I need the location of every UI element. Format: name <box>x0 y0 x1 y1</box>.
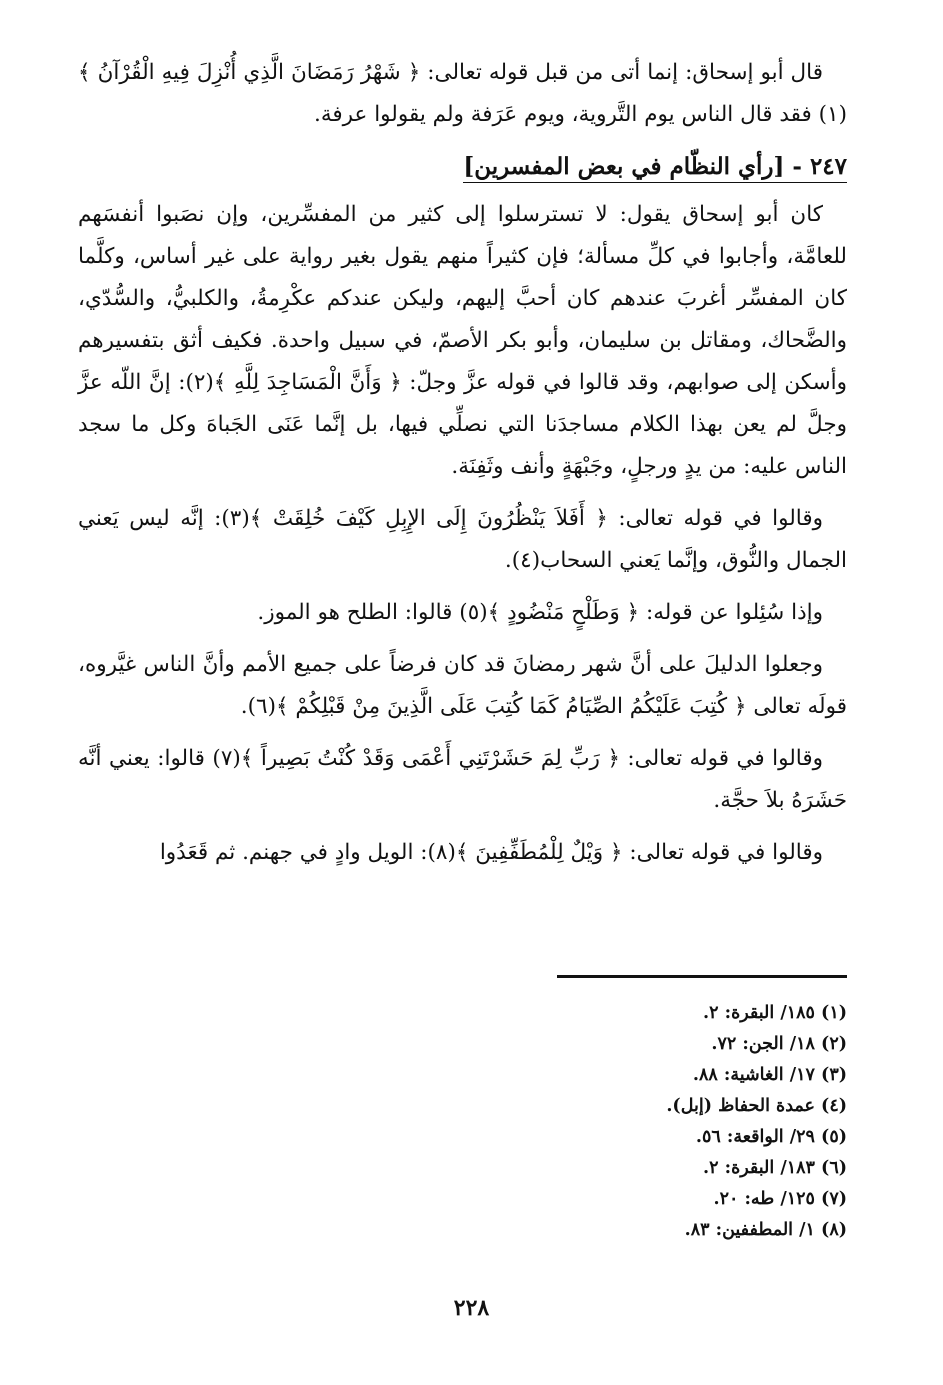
footnote-1: (١) ١٨٥/ البقرة: ٢. <box>703 1003 847 1023</box>
paragraph-2: كان أبو إسحاق يقول: لا تسترسلوا إلى كثير من المفسِّرين، وإن نصَبوا أنفسَهم للعامَّة، وأجابوا في كلِّ مسألة؛ فإن كثيراً منهم يقول بغير رواية على غير أساس، وكلَّما كان المفسِّر أغربَ عندهم كان أحبَّ إليهم، وليكن عندكم عكْرِمةُ، والكلبيُّ، والسُّدّي، والضَّحاك، ومقاتل بن سليمان، وأبو بكر الأصمّ، في سبيل واحدة. فكيف أثق بتفسيرهم وأسكن إلى صوابهم، وقد قالوا في قوله عزَّ وجلّ: ﴿ وَأَنَّ الْمَسَاجِدَ لِلَّهِ ﴾(٢): إنَّ اللّه عزَّ وجلَّ لم يعن بهذا الكلام مساجدَنا التي نصلِّي فيها، بل إنَّما عَنَى الجَباهَ وكل ما سجد الناس عليه: من يدٍ ورجلٍ، وجَبْهَةٍ وأنف وثَفِنَة. <box>78 202 847 479</box>
footnote-4: (٤) عمدة الحفاظ (إبل). <box>666 1096 847 1116</box>
footnote-6: (٦) ١٨٣/ البقرة: ٢. <box>703 1158 847 1178</box>
paragraph-5: وجعلوا الدليلَ على أنَّ شهر رمضانَ قد كان فرضاً على جميع الأمم وأنَّ الناس غيَّروه، قولَه تعالى ﴿ كُتِبَ عَلَيْكُمُ الصِّيَامُ كَمَا كُتِبَ عَلَى الَّذِينَ مِنْ قَبْلِكُمْ ﴾(٦). <box>78 652 847 719</box>
footnote-3: (٣) ١٧/ الغاشية: ٨٨. <box>692 1065 847 1085</box>
footnote-7: (٧) ١٢٥/ طه: ٢٠. <box>713 1189 847 1209</box>
footnote-5: (٥) ٢٩/ الواقعة: ٥٦. <box>695 1127 847 1147</box>
section-heading <box>78 146 847 188</box>
paragraph-4: وإذا سُئِلوا عن قوله: ﴿ وَطَلْحٍ مَنْضُودٍ ﴾(٥) قالوا: الطلح هو الموز. <box>257 600 823 625</box>
page-number: ٢٢٨ <box>453 1295 490 1321</box>
section-heading-text: ٢٤٧ - [رأي النظّام في بعض المفسرين] <box>463 153 847 183</box>
paragraph-7: وقالوا في قوله تعالى: ﴿ وَيْلٌ لِلْمُطَفِّفِينَ ﴾(٨): الويل وادٍ في جهنم. ثم قَعَدُوا <box>159 840 823 865</box>
footnotes-list <box>427 998 847 1246</box>
footnote-8: (٨) ١/ المطففين: ٨٣. <box>684 1220 847 1240</box>
page-body <box>78 52 847 884</box>
paragraph-6: وقالوا في قوله تعالى: ﴿ رَبِّ لِمَ حَشَرْتَنِي أَعْمَى وَقَدْ كُنْتُ بَصِيراً ﴾(٧) قالوا: يعني أنَّه حَشَرَهُ بلاَ حجَّة. <box>78 746 847 813</box>
paragraph-3: وقالوا في قوله تعالى: ﴿ أَفَلاَ يَنْظُرُونَ إِلَى الإِبِلِ كَيْفَ خُلِقَتْ ﴾(٣): إنَّه ليس يَعني الجمال والنُّوق، وإنَّما يَعني السحاب(٤). <box>78 506 847 573</box>
footnote-divider <box>557 975 847 978</box>
paragraph-1: قال أبو إسحاق: إنما أتى من قبل قوله تعالى: ﴿ شَهْرُ رَمَضَانَ الَّذِي أُنْزِلَ فِيهِ الْقُرْآنُ ﴾(١) فقد قال الناس يوم التَّروية، ويوم عَرَفة ولم يقولوا عرفة. <box>78 60 847 127</box>
footnote-2: (٢) ١٨/ الجن: ٧٢. <box>711 1034 847 1054</box>
